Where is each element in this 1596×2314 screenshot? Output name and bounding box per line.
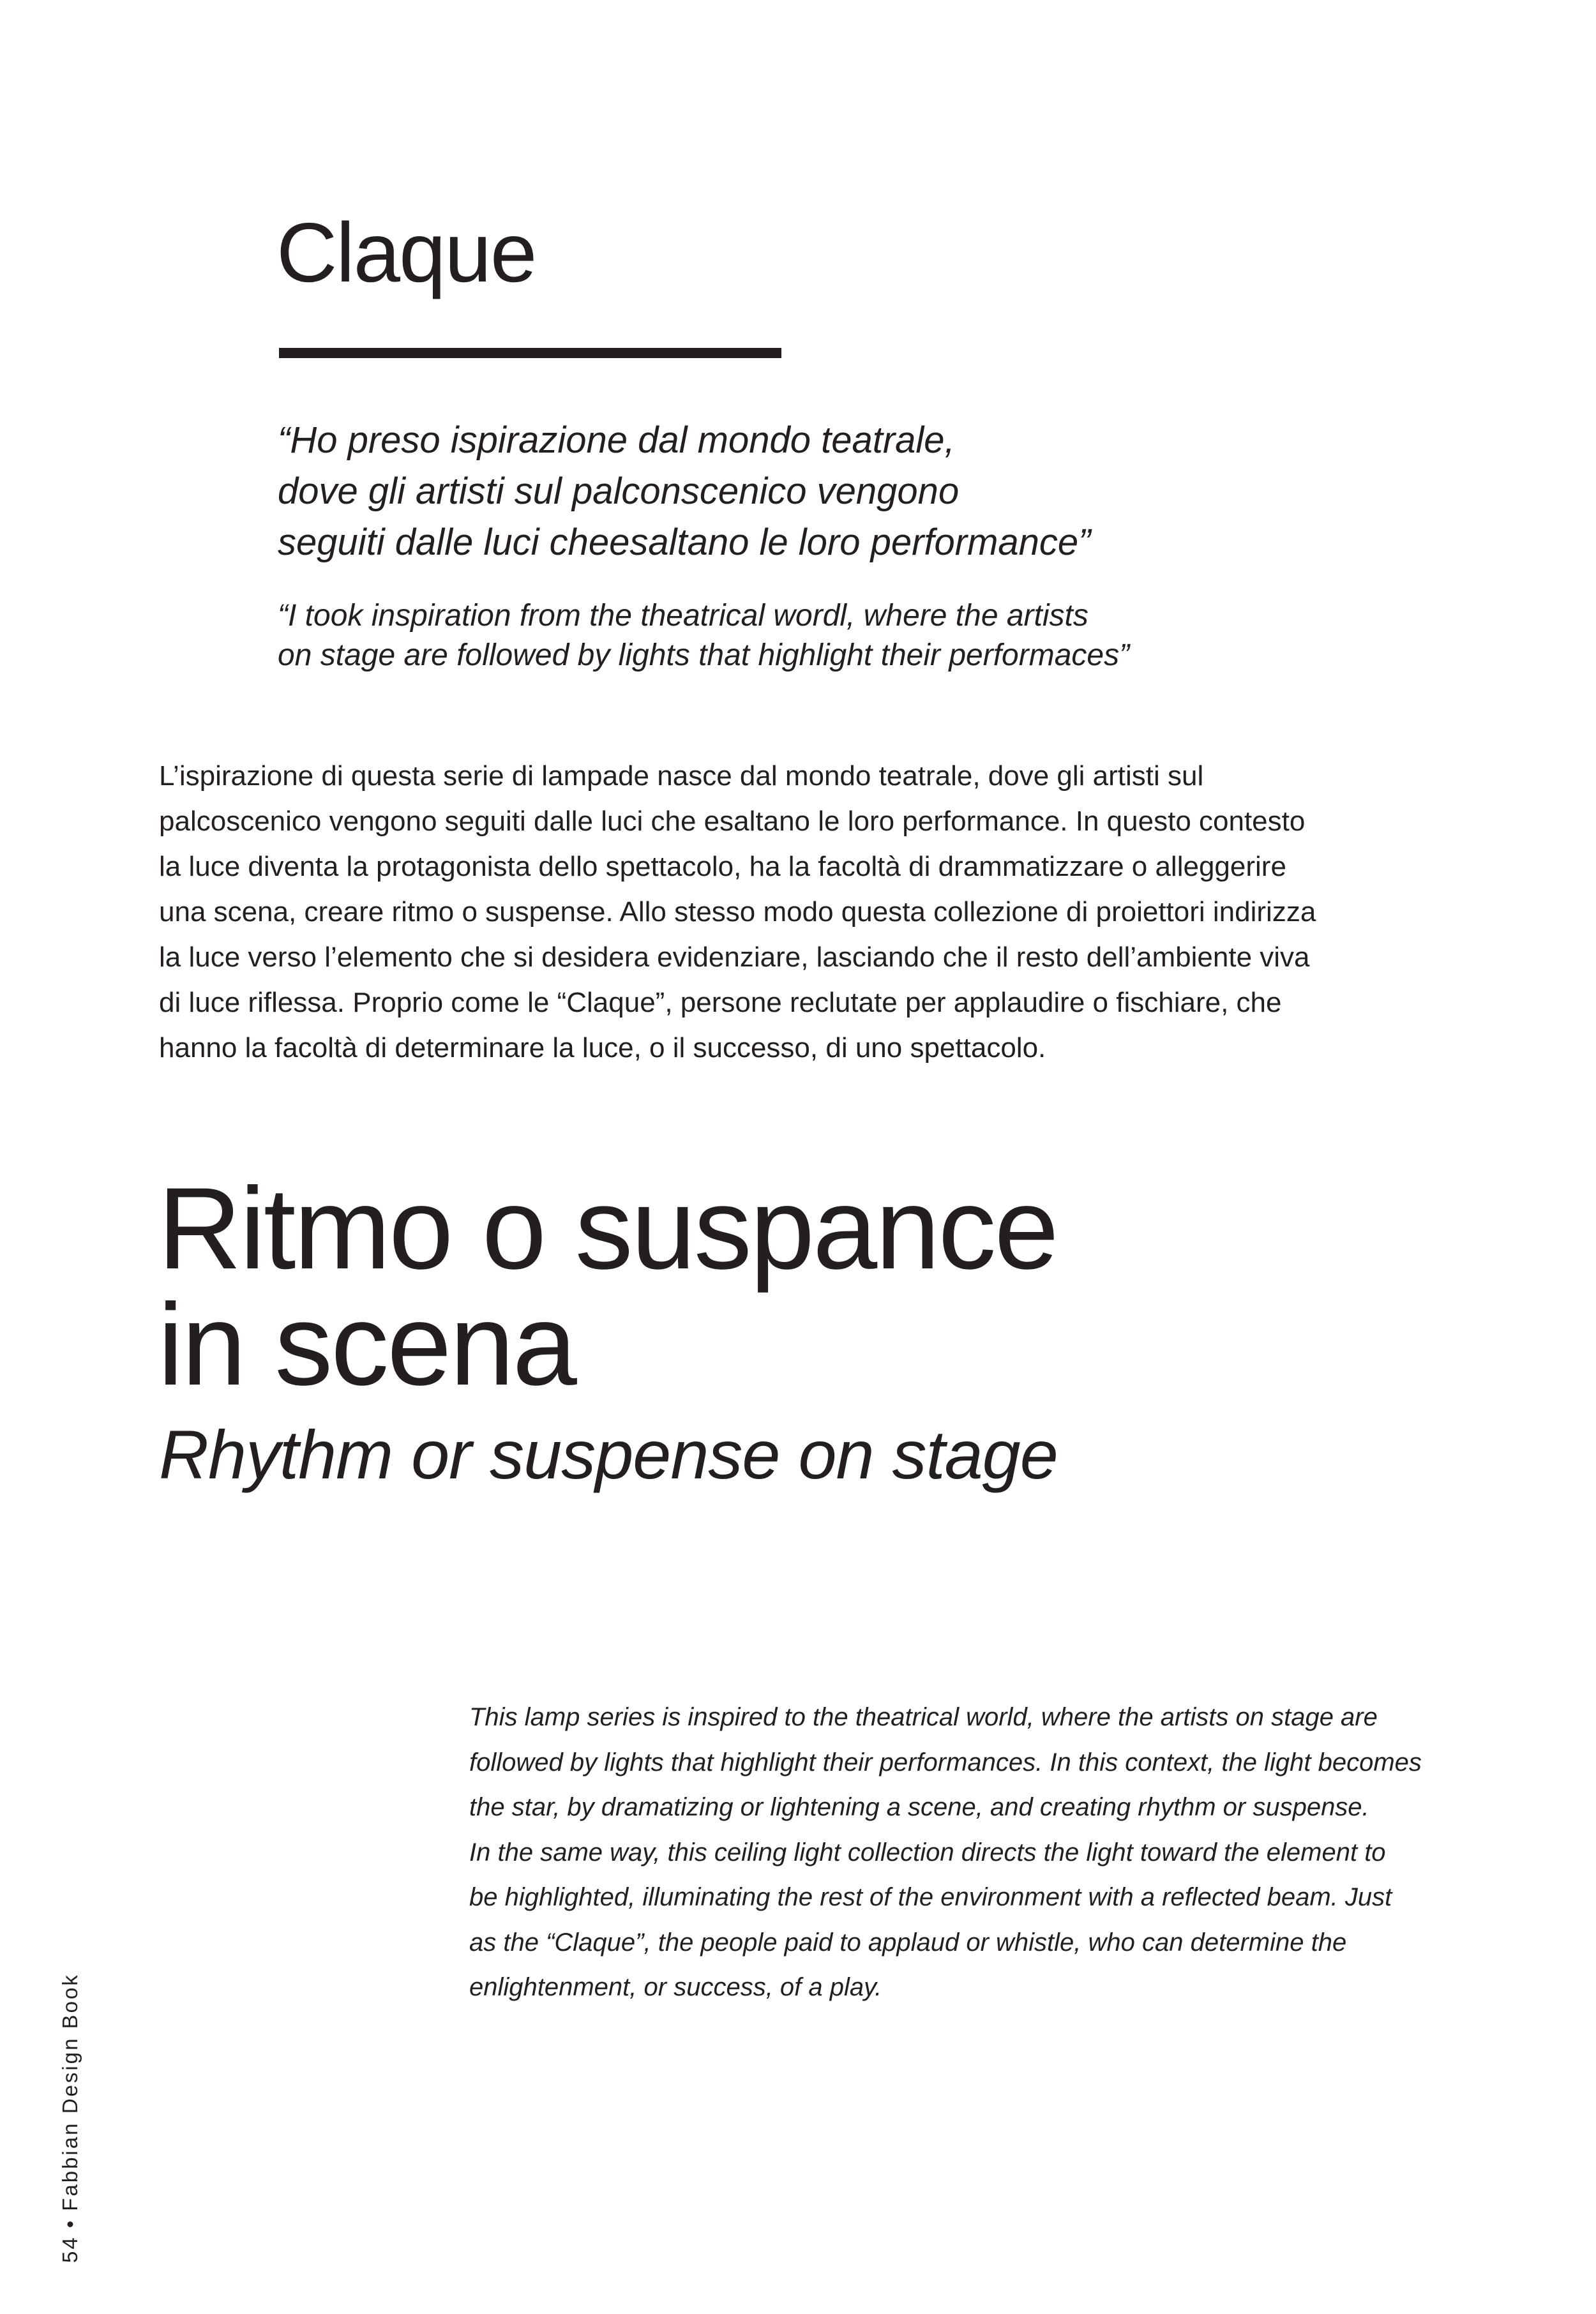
paragraph-line: In the same way, this ceiling light collection directs the light toward the element to: [469, 1838, 1386, 1867]
book-title: Fabbian Design Book: [58, 1973, 82, 2211]
quote-italian-line: seguiti dalle luci cheesaltano le loro performance”: [278, 522, 1091, 563]
paragraph-line: the star, by dramatizing or lightening a scene, and creating rhythm or suspense.: [469, 1793, 1369, 1821]
quote-italian: [278, 415, 1235, 568]
section-heading: [158, 1163, 1057, 1409]
page-title: Claque: [276, 206, 536, 299]
page-footer: [56, 1973, 84, 2263]
quote-italian-line: “Ho preso ispirazione dal mondo teatrale,: [278, 419, 955, 461]
paragraph-line: la luce verso l’elemento che si desidera evidenziare, lasciando che il resto dell’ambiente viva: [159, 942, 1310, 973]
paragraph-line: be highlighted, illuminating the rest of the environment with a reflected beam. Just: [469, 1883, 1392, 1911]
section-heading-line: Ritmo o suspance: [158, 1163, 1057, 1293]
section-heading-line: in scena: [158, 1279, 575, 1409]
paragraph-line: as the “Claque”, the people paid to applaud or whistle, who can determine the: [469, 1928, 1347, 1957]
paragraph-line: la luce diventa la protagonista dello spettacolo, ha la facoltà di drammatizzare o alleggerire: [159, 851, 1286, 882]
paragraph-line: followed by lights that highlight their performances. In this context, the light becomes: [469, 1748, 1422, 1777]
quote-english-line: “I took inspiration from the theatrical wordl, where the artists: [278, 599, 1088, 633]
paragraph-line: enlightenment, or success, of a play.: [469, 1973, 882, 2001]
footer-bullet: •: [58, 2218, 82, 2228]
quote-italian-line: dove gli artisti sul palconscenico vengono: [278, 470, 960, 512]
intro-paragraph-english: [469, 1695, 1491, 2010]
paragraph-line: L’ispirazione di questa serie di lampade nasce dal mondo teatrale, dove gli artisti sul: [159, 760, 1204, 792]
paragraph-line: hanno la facoltà di determinare la luce, o il successo, di uno spettacolo.: [159, 1032, 1046, 1063]
paragraph-line: palcoscenico vengono seguiti dalle luci che esaltano le loro performance. In questo contesto: [159, 806, 1306, 837]
paragraph-line: di luce riflessa. Proprio come le “Claque”, persone reclutate per applaudire o fischiare, che: [159, 987, 1282, 1018]
quote-english: [278, 596, 1235, 675]
title-underline: [279, 348, 781, 358]
section-subheading: Rhythm or suspense on stage: [159, 1416, 1058, 1493]
page-number: 54: [58, 2235, 82, 2263]
quote-english-line: on stage are followed by lights that highlight their performaces”: [278, 638, 1130, 672]
paragraph-line: This lamp series is inspired to the theatrical world, where the artists on stage are: [469, 1703, 1378, 1731]
paragraph-line: una scena, creare ritmo o suspense. Allo stesso modo questa collezione di proiettori indirizza: [159, 896, 1316, 928]
intro-paragraph-italian: [159, 753, 1436, 1071]
